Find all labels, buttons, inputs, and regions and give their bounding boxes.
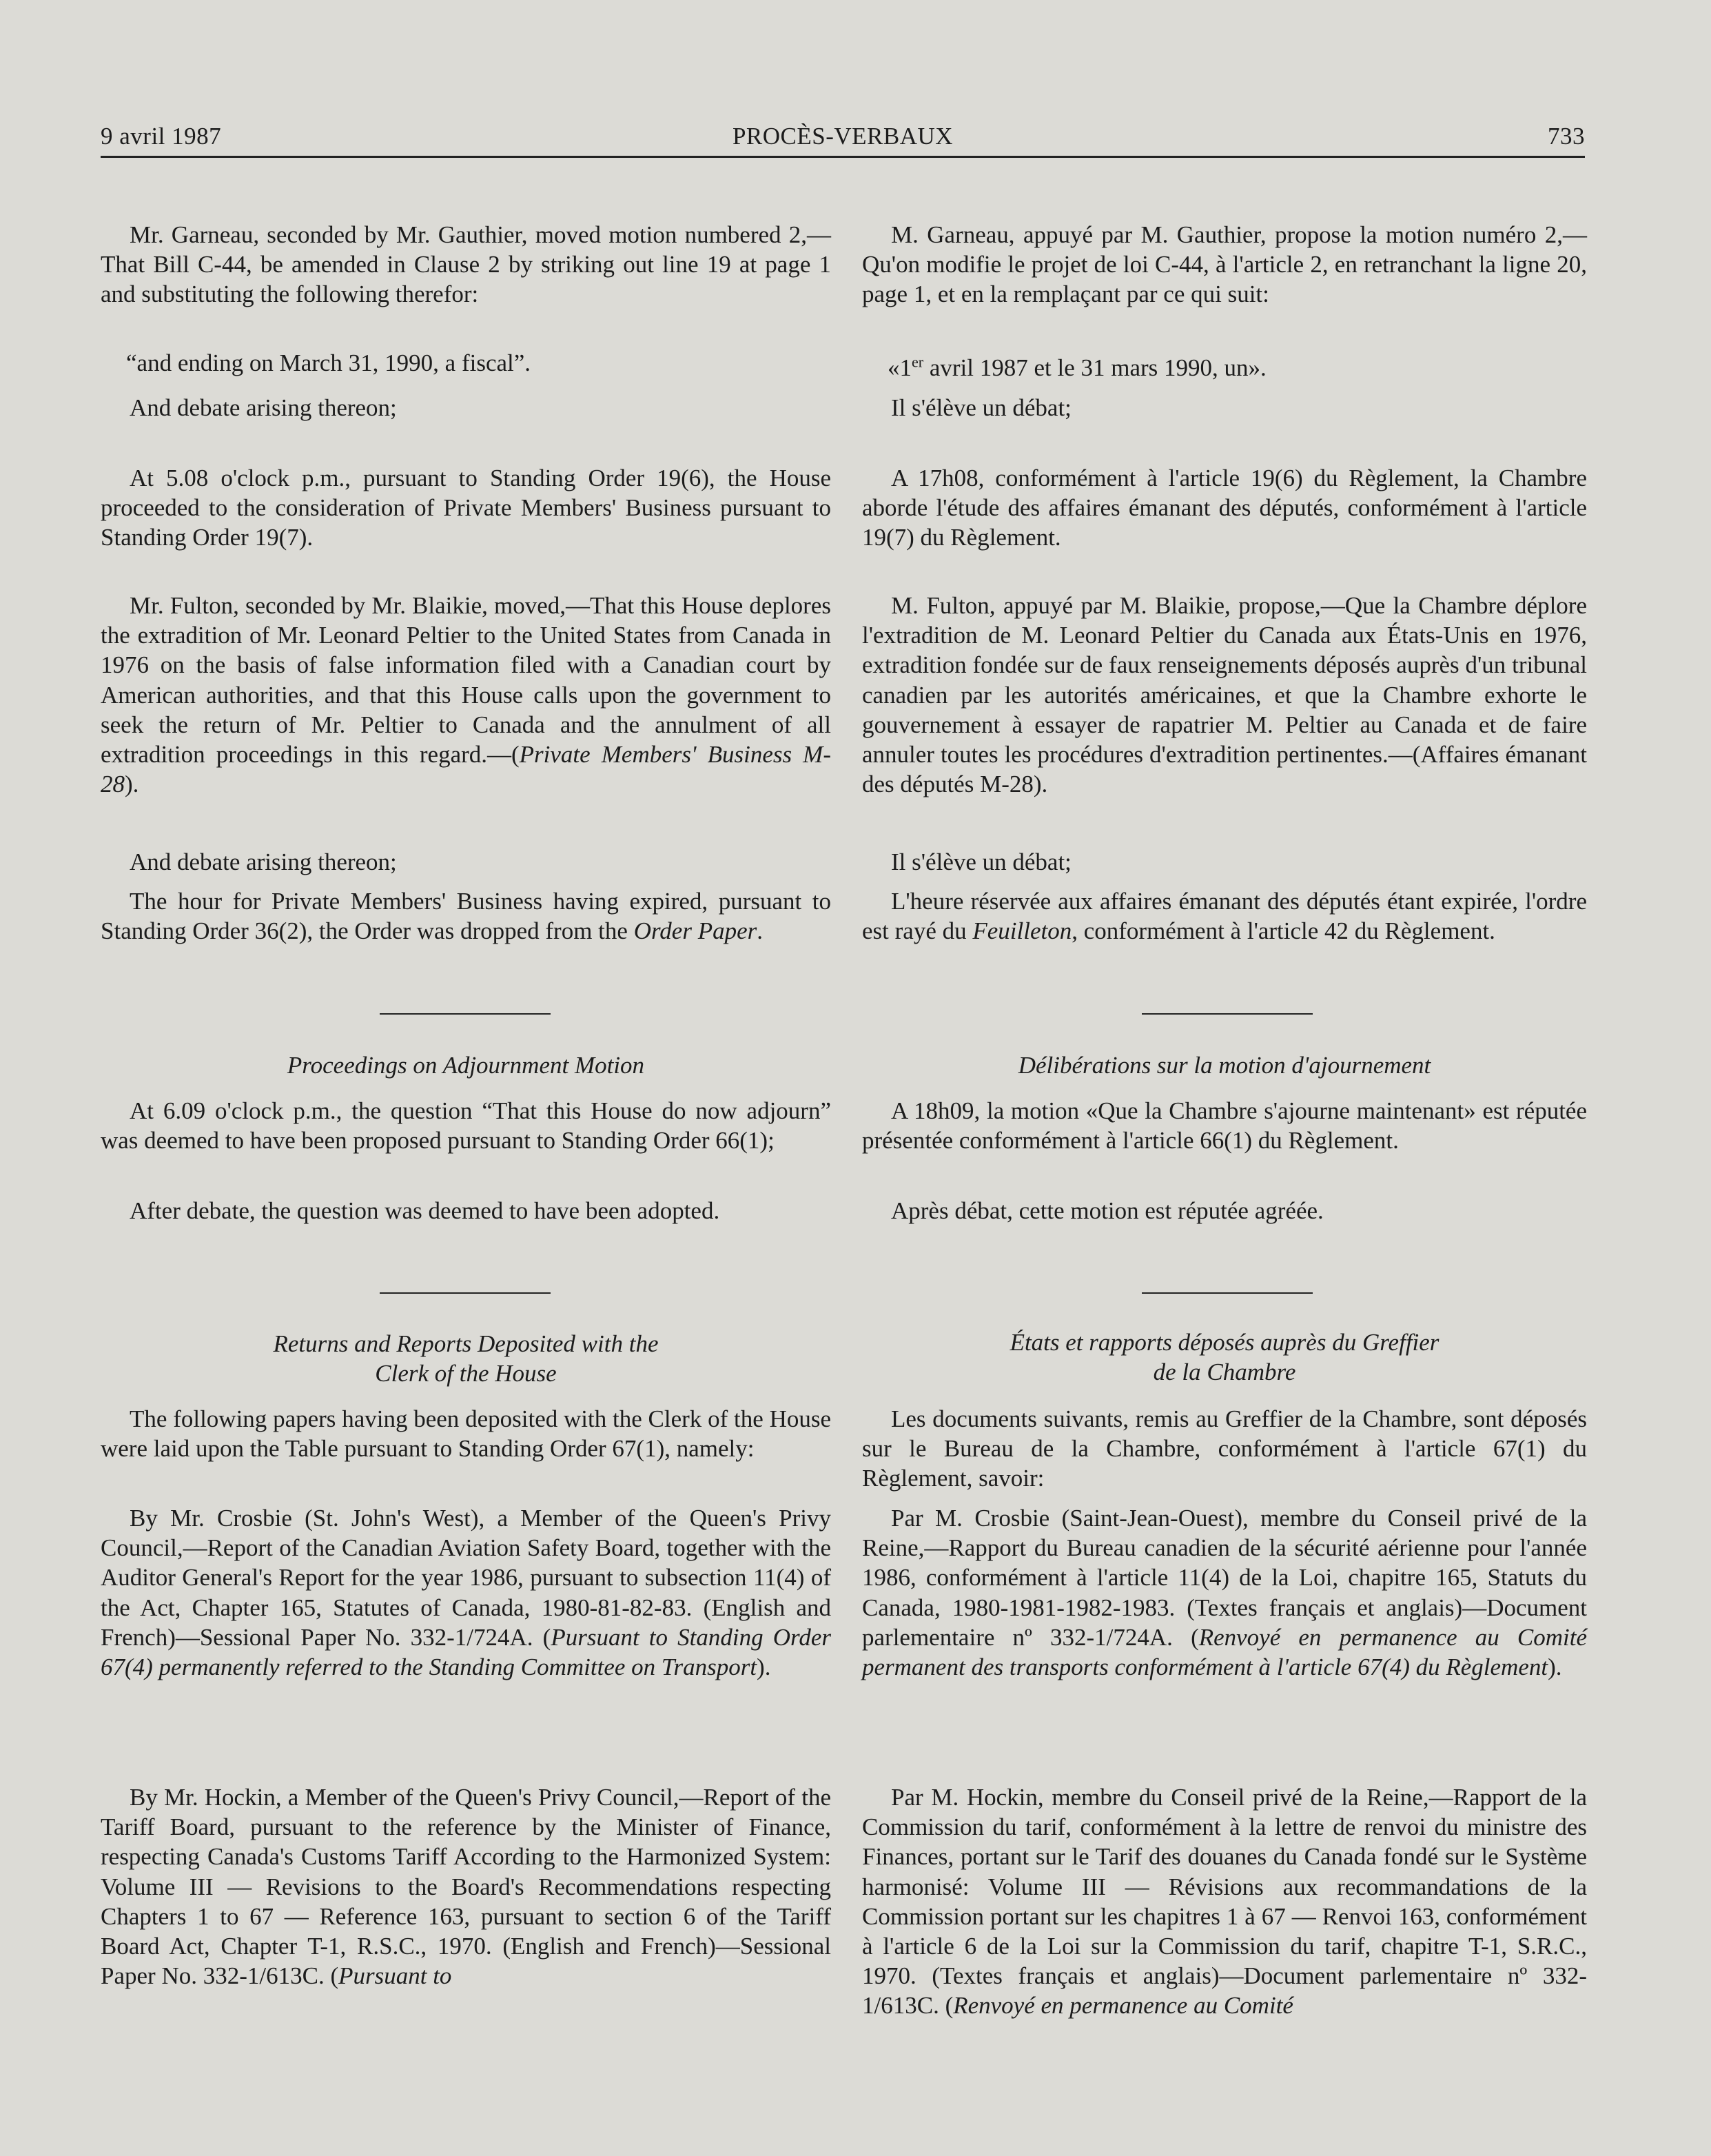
fr-returns-intro: Les documents suivants, remis au Greffier de la Chambre, sont déposés sur le Bureau de la Chambre, conformément à l'article 67(1) du Règlement, savoir:: [862, 1405, 1587, 1492]
fr-separator-2: [1142, 1292, 1313, 1294]
en-private-members: At 5.08 o'clock p.m., pursuant to Standing Order 19(6), the House proceeded to the consideration of Private Members' Business pursuant to Standing Order 19(7).: [101, 465, 831, 551]
fr-debate-1: Il s'élève un débat;: [891, 394, 1072, 421]
en-hockin-paper: By Mr. Hockin, a Member of the Queen's Privy Council,—Report of the Tariff Board, pursuant to the reference by the Minister of Finance, respecting Canada's Customs Tariff According to the Harmonized System: Volume III — Revisions to the Board's Recommendations respecting Chapters 1 to 67 — Reference 163, pursuant to section 6 of the Tariff Board Act, Chapter T-1, R.S.C., 1970. (English and French)—Sessional Paper No. 332-1/613C. (Pursuant to: [101, 1784, 831, 1990]
en-garneau-quote: “and ending on March 31, 1990, a fiscal”.: [126, 349, 531, 376]
fr-separator-1: [1142, 1013, 1313, 1015]
en-returns-intro: The following papers having been deposited with the Clerk of the House were laid upon the Table pursuant to Standing Order 67(1), namely:: [101, 1405, 831, 1463]
page-number: 733: [1548, 123, 1585, 150]
fr-fulton-motion: M. Fulton, appuyé par M. Blaikie, propose,—Que la Chambre déplore l'extradition de M. Leonard Peltier du Canada aux États-Unis en 1976, extradition fondée sur de faux renseignements déposés auprès d'un tribunal canadien par les autorités américaines, et que la Chambre exhorte le gouvernement à essayer de rapatrier M. Peltier au Canada et de faire annuler toutes les procédures d'extradition pertinentes.—(Affaires émanant des députés M-28).: [862, 592, 1587, 798]
fr-returns-heading-2: de la Chambre: [1153, 1359, 1296, 1385]
en-adjournment-heading: Proceedings on Adjournment Motion: [287, 1052, 645, 1079]
en-garneau-motion: Mr. Garneau, seconded by Mr. Gauthier, moved motion numbered 2,—That Bill C-44, be amended in Clause 2 by striking out line 19 at page 1 and substituting the following therefor:: [101, 221, 831, 308]
header-date: 9 avril 1987: [101, 123, 222, 150]
header-title: PROCÈS-VERBAUX: [732, 123, 954, 150]
en-crosbie-paper: By Mr. Crosbie (St. John's West), a Member of the Queen's Privy Council,—Report of the Canadian Aviation Safety Board, together with the Auditor General's Report for the year 1986, pursuant to subsection 11(4) of the Act, Chapter 165, Statutes of Canada, 1980-81-82-83. (English and French)—Sessional Paper No. 332-1/724A. (Pursuant to Standing Order 67(4) permanently referred to the Standing Committee on Transport).: [101, 1505, 831, 1681]
header-rule: [101, 156, 1585, 158]
en-hour-expired: The hour for Private Members' Business having expired, pursuant to Standing Order 36(2), the Order was dropped from the Order Paper.: [101, 888, 831, 945]
en-debate-1: And debate arising thereon;: [130, 394, 397, 421]
fr-hockin-paper: Par M. Hockin, membre du Conseil privé de la Reine,—Rapport de la Commission du tarif, conformément à la lettre de renvoi du ministre des Finances, portant sur le Tarif des douanes du Canada fondé sur le Système harmonisé: Volume III — Révisions aux recommandations de la Commission portant sur les chapitres 1 à 67 — Renvoi 163, conformément à l'article 6 de la Loi sur la Commission du tarif, chapitre T-1, S.R.C., 1970. (Textes français et anglais)—Document parlementaire nº 332-1/613C. (Renvoyé en permanence au Comité: [862, 1784, 1587, 2020]
fr-adjournment-text: A 18h09, la motion «Que la Chambre s'ajourne maintenant» est réputée présentée conformément à l'article 66(1) du Règlement.: [862, 1097, 1587, 1155]
en-adjournment-adopted: After debate, the question was deemed to have been adopted.: [130, 1197, 720, 1224]
en-returns-heading-2: Clerk of the House: [375, 1360, 557, 1387]
en-returns-heading-1: Returns and Reports Deposited with the: [273, 1330, 659, 1357]
fr-crosbie-paper: Par M. Crosbie (Saint-Jean-Ouest), membre du Conseil privé de la Reine,—Rapport du Bureau canadien de la sécurité aérienne pour l'année 1986, conformément à l'article 11(4) de la Loi, chapitre 165, Statuts du Canada, 1980-1981-1982-1983. (Textes français et anglais)—Document parlementaire nº 332-1/724A. (Renvoyé en permanence au Comité permanent des transports conformément à l'article 67(4) du Règlement).: [862, 1505, 1587, 1681]
en-debate-2: And debate arising thereon;: [130, 848, 397, 875]
en-separator-2: [380, 1292, 551, 1294]
fr-returns-heading-1: États et rapports déposés auprès du Greffier: [1010, 1329, 1440, 1356]
fr-adjournment-heading: Délibérations sur la motion d'ajournement: [1018, 1052, 1431, 1079]
fr-adjournment-adopted: Après débat, cette motion est réputée agréée.: [891, 1197, 1324, 1224]
fr-private-members: A 17h08, conformément à l'article 19(6) du Règlement, la Chambre aborde l'étude des affaires émanant des députés, conformément à l'article 19(7) du Règlement.: [862, 465, 1587, 551]
fr-hour-expired: L'heure réservée aux affaires émanant des députés étant expirée, l'ordre est rayé du Feuilleton, conformément à l'article 42 du Règlement.: [862, 888, 1587, 945]
en-separator-1: [380, 1013, 551, 1015]
running-header: [101, 123, 1585, 156]
fr-garneau-quote: «1er avril 1987 et le 31 mars 1990, un».: [888, 353, 1267, 381]
fr-debate-2: Il s'élève un débat;: [891, 848, 1072, 875]
en-adjournment-text: At 6.09 o'clock p.m., the question “That this House do now adjourn” was deemed to have been proposed pursuant to Standing Order 66(1);: [101, 1097, 831, 1155]
fr-garneau-motion: M. Garneau, appuyé par M. Gauthier, propose la motion numéro 2,—Qu'on modifie le projet de loi C-44, à l'article 2, en retranchant la ligne 20, page 1, et en la remplaçant par ce qui suit:: [862, 221, 1587, 308]
en-fulton-motion: Mr. Fulton, seconded by Mr. Blaikie, moved,—That this House deplores the extradition of Mr. Leonard Peltier to the United States from Canada in 1976 on the basis of false information filed with a Canadian court by American authorities, and that this House calls upon the government to seek the return of Mr. Peltier to Canada and the annulment of all extradition proceedings in this regard.—(Private Members' Business M-28).: [101, 592, 831, 798]
